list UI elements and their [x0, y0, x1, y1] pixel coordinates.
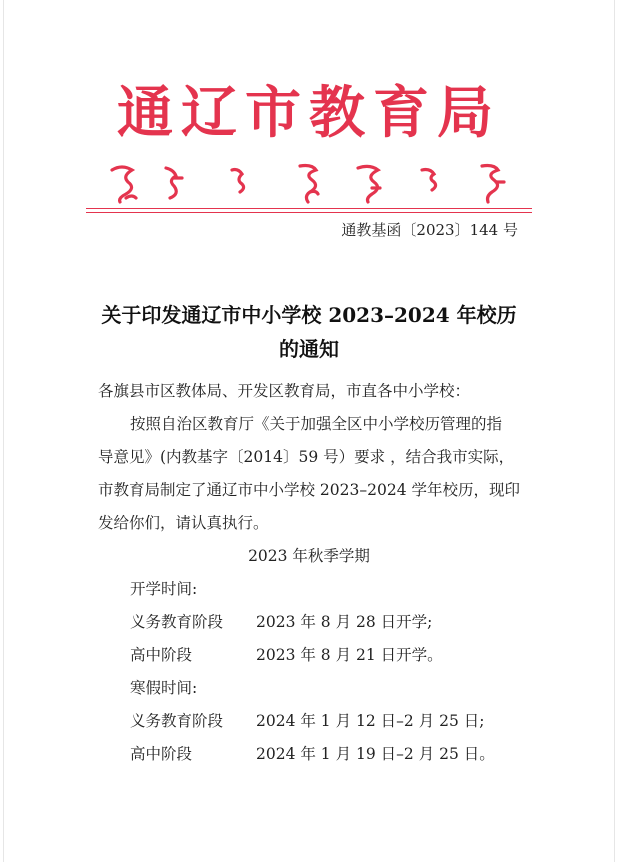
body-line-4: 发给你们，请认真执行。 [98, 514, 269, 532]
schedule-row [130, 611, 550, 633]
letterhead-agency-name: 通辽市教育局 [117, 80, 501, 146]
winter-break-label: 寒假时间: [130, 679, 198, 697]
letterhead-divider-thin [86, 212, 532, 213]
body-line-3: 市教育局制定了通辽市中小学校 2023–2024 学年校历，现印 [98, 481, 520, 499]
schedule-row [130, 644, 550, 666]
schedule-stage: 高中阶段 [130, 646, 193, 664]
document-title [74, 298, 544, 366]
schedule-row [130, 743, 550, 765]
body-line-2: 导意见》(内教基字〔2014〕59 号）要求 ，结合我市实际， [98, 448, 515, 466]
document-number: 通教基函〔2023〕144 号 [341, 221, 518, 239]
schedule-date: 2024 年 1 月 19 日–2 月 25 日。 [256, 745, 495, 763]
schedule-date: 2023 年 8 月 28 日开学; [256, 613, 433, 631]
title-line-1: 关于印发通辽市中小学校 2023–2024 年校历 [101, 303, 517, 327]
schedule-stage: 高中阶段 [130, 745, 193, 763]
schedule-stage: 义务教育阶段 [130, 613, 224, 631]
schedule-stage: 义务教育阶段 [130, 712, 224, 730]
schedule-row [130, 710, 550, 732]
document-page [4, 0, 614, 862]
salutation: 各旗县市区教体局、开发区教育局，市直各中小学校： [98, 382, 471, 400]
body-line-1: 按照自治区教育厅《关于加强全区中小学校历管理的指 [130, 415, 503, 433]
schedule-date: 2024 年 1 月 12 日–2 月 25 日; [256, 712, 485, 730]
start-time-label: 开学时间: [130, 580, 198, 598]
letterhead-divider-thick [86, 208, 532, 209]
letterhead-mongolian-logo [104, 158, 524, 206]
semester-heading: 2023 年秋季学期 [248, 547, 370, 565]
mongolian-script-graphic [104, 158, 524, 206]
schedule-date: 2023 年 8 月 21 日开学。 [256, 646, 443, 664]
title-line-2: 的通知 [279, 337, 339, 361]
